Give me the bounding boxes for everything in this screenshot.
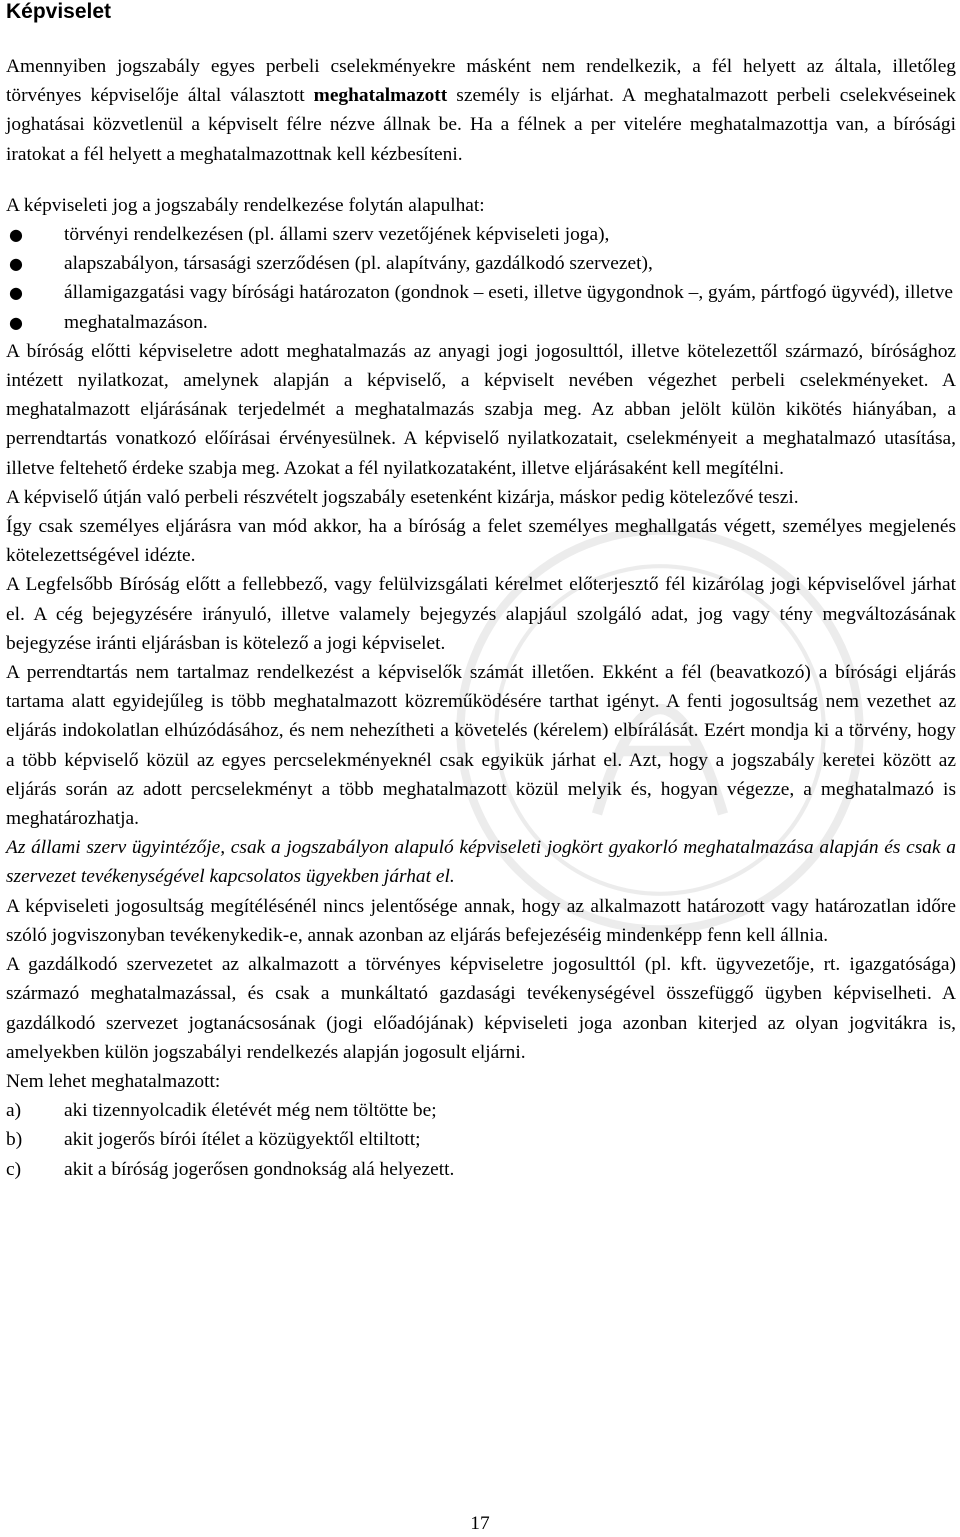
list-item: ● törvényi rendelkezésen (pl. állami szerv vezetőjének képviseleti joga), [6, 220, 956, 249]
paragraph: Így csak személyes eljárásra van mód akkor, ha a bíróság a felet személyes meghallgatás végett, személyes megjelenés kötelezettségével idézte. [6, 516, 956, 567]
cannot-list [6, 1096, 956, 1184]
cannot-intro: Nem lehet meghatalmazott: [6, 1070, 221, 1092]
bold-term: meghatalmazott [313, 85, 448, 107]
paragraph: A gazdálkodó szervezetet az alkalmazott a törvényes képviseletre jogosulttól (pl. kft. ügyvezetője, rt. igazgatósága) származó meghatalmazással, és csak a munkáltató gazdasági tevékenységével összefüggő ügyben képviselheti. A gazdálkodó szervezet jogtanácsosának (jogi előadójának) képviseleti joga azonban kiterjed az olyan jogvitákra is, amelyekben külön jogszabályi rendelkezés alapján jogosult eljárni. [6, 954, 956, 1063]
bullet-icon: ● [9, 225, 23, 245]
basis-intro: A képviseleti jog a jogszabály rendelkezése folytán alapulhat: [6, 194, 485, 216]
paragraph: A Legfelsőbb Bíróság előtt a fellebbező, vagy felülvizsgálati kérelmet előterjesztő fél kizárólag jogi képviselővel járhat el. A cég bejegyzésére irányuló, illetve valamely bejegyzés alapjául szolgáló adat, jog vagy tény megváltozásának bejegyzése iránti eljárásban is kötelező a jogi képviselet. [6, 574, 956, 654]
bullet-icon: ● [9, 312, 23, 332]
bullet-icon: ● [9, 254, 23, 274]
paragraph: A képviselő útján való perbeli részvételt jogszabály esetenként kizárja, máskor pedig kötelezővé teszi. [6, 486, 799, 508]
document-page [6, 0, 956, 1184]
bullet-icon: ● [9, 283, 23, 303]
italic-paragraph: Az állami szerv ügyintézője, csak a jogszabályon alapuló képviseleti jogkört gyakorló meghatalmazása alapján és csak a szervezet tevékenységével kapcsolatos ügyekben járhat el. [6, 837, 956, 888]
list-item: b) akit jogerős bírói ítélet a közügyektől eltiltott; [6, 1125, 956, 1154]
list-item: a) aki tizennyolcadik életévét még nem töltötte be; [6, 1096, 956, 1125]
paragraph: A bíróság előtti képviseletre adott meghatalmazás az anyagi jogi jogosulttól, illetve kötelezettől származó, bírósághoz intézett nyilatkozat, amelynek alapján a képviselő, a képviselt nevében végezhet perbeli cselekményeket. A meghatalmazott eljárásának terjedelmét a meghatalmazás szabja meg. Az abban jelölt külön kikötés hiányában, a perrendtartás vonatkozó előírásai érvényesülnek. A képviselő nyilatkozatait, cselekményeit a meghatalmazó utasítása, illetve feltehető érdeke szabja meg. Azokat a fél nyilatkozataként, illetve eljárásaként kell megítélni. [6, 340, 956, 479]
list-marker: c) [6, 1158, 22, 1180]
intro-paragraph: Amennyiben jogszabály egyes perbeli cselekményekre másként nem rendelkezik, a fél helyett az általa, illetőleg törvényes képviselője által választott meghatalmazott személy is eljárhat. A meghatalmazott perbeli cselekvéseinek joghatásai közvetlenül a képviselt félre nézve állnak be. Ha a félnek a per vitelére meghatalmazottja van, a bírósági iratokat a fél helyett a meghatalmazottnak kell kézbesíteni. [6, 56, 956, 165]
list-item: ● államigazgatási vagy bírósági határozaton (gondnok – eseti, illetve ügygondnok –, gyám, pártfogó ügyvéd), illetve [6, 278, 956, 307]
section-heading: Képviselet [6, 0, 112, 23]
list-item: c) akit a bíróság jogerősen gondnokság alá helyezett. [6, 1155, 956, 1184]
list-marker: b) [6, 1129, 23, 1151]
basis-list [6, 220, 956, 337]
paragraph: A képviseleti jogosultság megítélésénél nincs jelentősége annak, hogy az alkalmazott határozott vagy határozatlan időre szóló jogviszonyban tevékenykedik-e, annak azonban az eljárás befejezéséig mindenképp fenn kell állnia. [6, 895, 956, 946]
page-number: 17 [470, 1513, 490, 1534]
paragraph: A perrendtartás nem tartalmaz rendelkezést a képviselők számát illetően. Ekként a fél (beavatkozó) a bírósági eljárás tartama alatt egyidejűleg is több meghatalmazott közreműködésére tarthat igényt. A fenti jogosultság nem vezethet az eljárás indokolatlan elhúzódásához, és nem nehezítheti a követelés (kérelem) elbírálását. Ezért mondja ki a törvény, hogy a több képviselő közül az egyes percselekményeknél csak egyikük járhat el. Azt, hogy a jogszabály keretei között az eljárás során az adott percselekményt a több meghatalmazott közül melyik és, hogyan végezze, a meghatalmazó is meghatározhatja. [6, 662, 956, 830]
list-item: ● alapszabályon, társasági szerződésen (pl. alapítvány, gazdálkodó szervezet), [6, 249, 956, 278]
list-item: ● meghatalmazáson. [6, 308, 956, 337]
list-marker: a) [6, 1100, 22, 1122]
